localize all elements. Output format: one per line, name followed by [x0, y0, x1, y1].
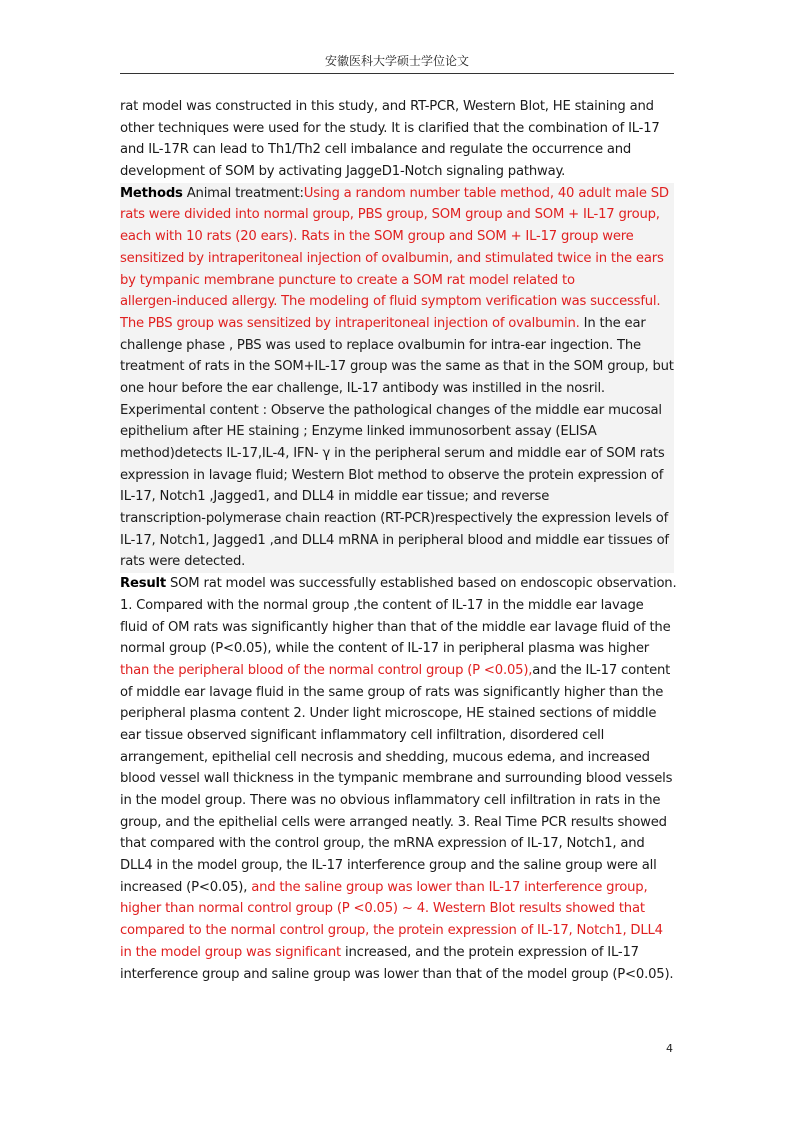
text-span: rat model was constructed in this study, and RT-PCR, Western Blot, HE staining and	[120, 99, 654, 114]
page-number: 4	[666, 1042, 673, 1055]
page-header: 安徽医科大学硕士学位论文	[324, 54, 469, 68]
text-line	[120, 270, 674, 292]
text-span: increased (P<0.05),	[120, 879, 252, 895]
text-span: normal group (P<0.05), while the content of IL-17 in peripheral plasma was higher	[120, 641, 649, 657]
highlighted-text: higher than normal control group (P <0.05) ~ 4. Western Blot results showed that	[120, 901, 645, 917]
text-line	[120, 313, 674, 335]
text-line	[120, 118, 674, 140]
text-span: DLL4 in the model group, the IL-17 interference group and the saline group were all	[120, 858, 657, 874]
text-line	[120, 96, 674, 118]
text-span: interference group and saline group was lower than that of the model group (P<0.05).	[120, 966, 674, 982]
highlighted-text: than the peripheral blood of the normal control group (P <0.05),	[120, 662, 533, 678]
text-line	[120, 291, 674, 313]
text-span: and the IL-17 content	[532, 662, 671, 678]
text-span: development of SOM by activating JaggeD1-Notch signaling pathway.	[120, 164, 566, 180]
highlighted-text: The PBS group was sensitized by intraperitoneal injection of ovalbumin.	[120, 315, 580, 331]
text-span: fluid of OM rats was significantly higher than that of the middle ear lavage fluid of the	[120, 619, 671, 635]
text-line	[120, 573, 677, 595]
text-span: group, and the epithelial cells were arranged neatly. 3. Real Time PCR results showed	[120, 814, 667, 830]
text-span: treatment of rats in the SOM+IL-17 group was the same as that in the SOM group, but	[120, 359, 674, 375]
text-span: epithelium after HE staining ; Enzyme linked immunosorbent assay (ELISA	[120, 424, 597, 440]
text-line	[120, 833, 674, 855]
text-line	[120, 617, 674, 639]
highlighted-text: rats were divided into normal group, PBS group, SOM group and SOM + IL-17 group,	[120, 207, 660, 223]
text-line	[120, 790, 674, 812]
text-line	[120, 335, 674, 357]
section-heading: Methods	[120, 185, 183, 201]
highlighted-text: in the model group was significant	[120, 944, 342, 960]
text-span: 1. Compared with the normal group ,the content of IL-17 in the middle ear lavage	[120, 597, 644, 613]
highlighted-text: each with 10 rats (20 ears). Rats in the SOM group and SOM + IL-17 group were	[120, 229, 634, 245]
text-span: challenge phase , PBS was used to replace ovalbumin for intra-ear ingection. The	[120, 337, 641, 353]
text-span: In the ear	[579, 315, 646, 331]
text-line	[120, 855, 674, 877]
text-span: ear tissue observed significant inflammatory cell infiltration, disordered cell	[120, 727, 605, 743]
highlighted-text: Using a random number table method, 40 adult male SD	[303, 185, 669, 201]
text-span: and IL-17R can lead to Th1/Th2 cell imbalance and regulate the occurrence and	[120, 142, 632, 158]
text-line	[120, 161, 674, 183]
text-line	[120, 139, 674, 161]
text-line	[120, 465, 674, 487]
text-line	[120, 400, 674, 422]
text-line	[120, 204, 674, 226]
section-heading: Result	[120, 576, 166, 592]
text-span: of middle ear lavage fluid in the same group of rats was significantly higher than the	[120, 684, 664, 700]
text-span: increased, and the protein expression of IL-17	[341, 944, 639, 960]
abstract-body	[120, 96, 677, 985]
text-line	[120, 508, 674, 530]
text-line	[120, 638, 674, 660]
highlighted-text: allergen-induced allergy. The modeling of fluid symptom verification was successful.	[120, 294, 661, 310]
text-line	[120, 551, 674, 573]
highlighted-text: sensitized by intraperitoneal injection of ovalbumin, and stimulated twice in the ears	[120, 250, 664, 266]
text-line	[120, 920, 674, 942]
text-line	[120, 768, 674, 790]
text-span: in the model group. There was no obvious inflammatory cell infiltration in rats in the	[120, 793, 661, 808]
text-span: SOM rat model was successfully established based on endoscopic observation.	[165, 576, 677, 592]
text-line	[120, 356, 674, 378]
text-line	[120, 747, 674, 769]
text-span: that compared with the control group, the mRNA expression of IL-17, Notch1, and	[120, 836, 645, 852]
header-rule	[120, 73, 674, 74]
text-span: IL-17, Notch1 ,Jagged1, and DLL4 in middle ear tissue; and reverse	[120, 489, 550, 505]
text-line	[120, 378, 674, 400]
text-span: blood vessel wall thickness in the tympanic membrane and surrounding blood vessels	[120, 771, 673, 787]
text-span: Animal treatment:	[182, 185, 304, 201]
highlighted-text: and the saline group was lower than IL-17 interference group,	[251, 879, 648, 895]
text-line	[120, 660, 674, 682]
text-line	[120, 486, 674, 508]
text-span: other techniques were used for the study. It is clarified that the combination of IL-17	[120, 120, 660, 136]
text-line	[120, 877, 674, 899]
text-span: IL-17, Notch1, Jagged1 ,and DLL4 mRNA in peripheral blood and middle ear tissues of	[120, 532, 669, 548]
text-line	[120, 682, 674, 704]
text-span: transcription-polymerase chain reaction (RT-PCR)respectively the expression levels of	[120, 511, 669, 527]
text-line	[120, 226, 674, 248]
text-span: Experimental content : Observe the pathological changes of the middle ear mucosal	[120, 402, 662, 418]
text-line	[120, 703, 674, 725]
text-span: method)detects IL-17,IL-4, IFN- γ in the peripheral serum and middle ear of SOM rats	[120, 446, 665, 461]
text-span: expression in lavage fluid; Western Blot method to observe the protein expression of	[120, 467, 664, 483]
text-span: rats were detected.	[120, 554, 246, 570]
text-span: arrangement, epithelial cell necrosis and shedding, mucous edema, and increased	[120, 749, 650, 765]
text-line	[120, 942, 674, 964]
text-line	[120, 248, 674, 270]
text-line	[120, 183, 674, 205]
text-line	[120, 964, 674, 986]
text-line	[120, 421, 674, 443]
text-line	[120, 595, 674, 617]
highlighted-text: compared to the normal control group, the protein expression of IL-17, Notch1, DLL4	[120, 923, 663, 939]
text-line	[120, 443, 674, 465]
text-line	[120, 898, 674, 920]
text-span: one hour before the ear challenge, IL-17 antibody was instilled in the nosril.	[120, 380, 605, 396]
text-span: peripheral plasma content 2. Under light microscope, HE stained sections of middle	[120, 706, 657, 722]
text-line	[120, 725, 674, 747]
text-line	[120, 530, 674, 552]
highlighted-text: by tympanic membrane puncture to create a SOM rat model related to	[120, 272, 575, 288]
text-line	[120, 812, 674, 834]
